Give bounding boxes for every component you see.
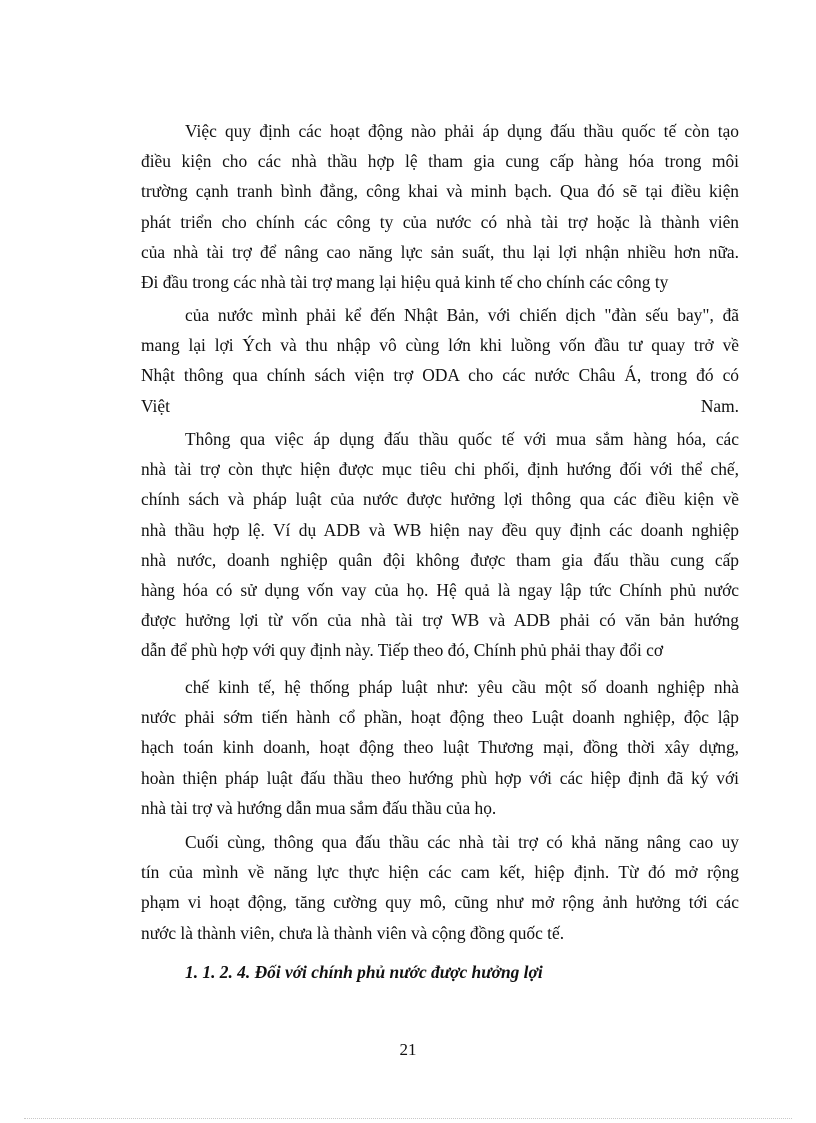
text-line: nhà tài trợ và hướng dẫn mua sắm đấu thầu của họ. [141, 797, 497, 818]
text-line: dẫn để phù hợp với quy định này. Tiếp theo đó, Chính phủ phải thay đổi cơ [141, 640, 664, 661]
text-line: Việc quy định các hoạt động nào phải áp dụng đấu thầu quốc tế còn tạo [185, 121, 739, 141]
text-line: nhà nước, doanh nghiệp quân đội không được tham gia đấu thầu cung cấp [141, 549, 739, 570]
paragraph-p5 [141, 827, 739, 948]
paragraph-p3 [141, 424, 739, 666]
text-line: tín của mình về năng lực thực hiện các cam kết, hiệp định. Từ đó mở rộng [141, 862, 739, 883]
text-line: hàng hóa có sử dụng vốn vay của họ. Hệ quả là ngay lập tức Chính phủ nước [141, 579, 739, 600]
text-line: chính sách và pháp luật của nước được hưởng lợi thông qua các điều kiện về [141, 489, 739, 510]
text-line: mang lại lợi Ých và thu nhập vô cùng lớn khi luồng vốn đầu tư quay trở về [141, 335, 739, 356]
text-line: Đi đầu trong các nhà tài trợ mang lại hiệu quả kinh tế cho chính các công ty [141, 271, 669, 292]
text-line: Thông qua việc áp dụng đấu thầu quốc tế với mua sắm hàng hóa, các [185, 429, 739, 449]
paragraph-p2 [141, 300, 739, 421]
text-line: chế kinh tế, hệ thống pháp luật như: yêu cầu một số doanh nghiệp nhà [185, 677, 739, 697]
text-line: nước là thành viên, chưa là thành viên và cộng đồng quốc tế. [141, 922, 565, 943]
text-line: hạch toán kinh doanh, hoạt động theo luật Thương mại, đồng thời xây dựng, [141, 737, 739, 758]
text-line: được hưởng lợi từ vốn của nhà tài trợ WB và ADB phải có văn bản hướng [141, 610, 739, 631]
text-line: của nhà tài trợ để nâng cao năng lực sản suất, thu lại lợi nhận nhiều hơn nữa. [141, 241, 739, 262]
text-line: nhà thầu hợp lệ. Ví dụ ADB và WB hiện nay đều quy định các doanh nghiệp [141, 519, 739, 540]
text-line: phát triển cho chính các công ty của nước có nhà tài trợ hoặc là thành viên [141, 211, 739, 232]
page-bottom-border [24, 1118, 792, 1119]
paragraph-p1 [141, 116, 739, 297]
text-line: điều kiện cho các nhà thầu hợp lệ tham gia cung cấp hàng hóa trong môi [141, 151, 739, 172]
text-line: trường cạnh tranh bình đẳng, công khai và minh bạch. Qua đó sẽ tại điều kiện [141, 181, 739, 202]
text-line: phạm vi hoạt động, tăng cường quy mô, cũng như mở rộng ảnh hưởng tới các [141, 892, 739, 913]
text-fragment: Nam. [700, 395, 739, 416]
text-line: nhà tài trợ còn thực hiện được mục tiêu chi phối, định hướng đối với thể chế, [141, 459, 739, 480]
text-line: Nhật thông qua chính sách viện trợ ODA cho các nước Châu Á, trong đó có [141, 365, 739, 386]
text-line: hoàn thiện pháp luật đấu thầu theo hướng phù hợp với các hiệp định đã ký với [141, 767, 739, 788]
text-line: nước phải sớm tiến hành cổ phần, hoạt động theo Luật doanh nghiệp, độc lập [141, 707, 739, 728]
text-line [141, 391, 739, 421]
text-fragment: Việt [141, 395, 170, 416]
page-number: 21 [399, 1040, 417, 1059]
text-line: Cuối cùng, thông qua đấu thầu các nhà tài trợ có khả năng nâng cao uy [185, 832, 739, 852]
section-heading: 1. 1. 2. 4. Đối với chính phủ nước được hưởng lợi [185, 962, 543, 982]
text-line: của nước mình phải kể đến Nhật Bản, với chiến dịch "đàn sếu bay", đã [185, 305, 739, 325]
paragraph-p4 [141, 672, 739, 823]
